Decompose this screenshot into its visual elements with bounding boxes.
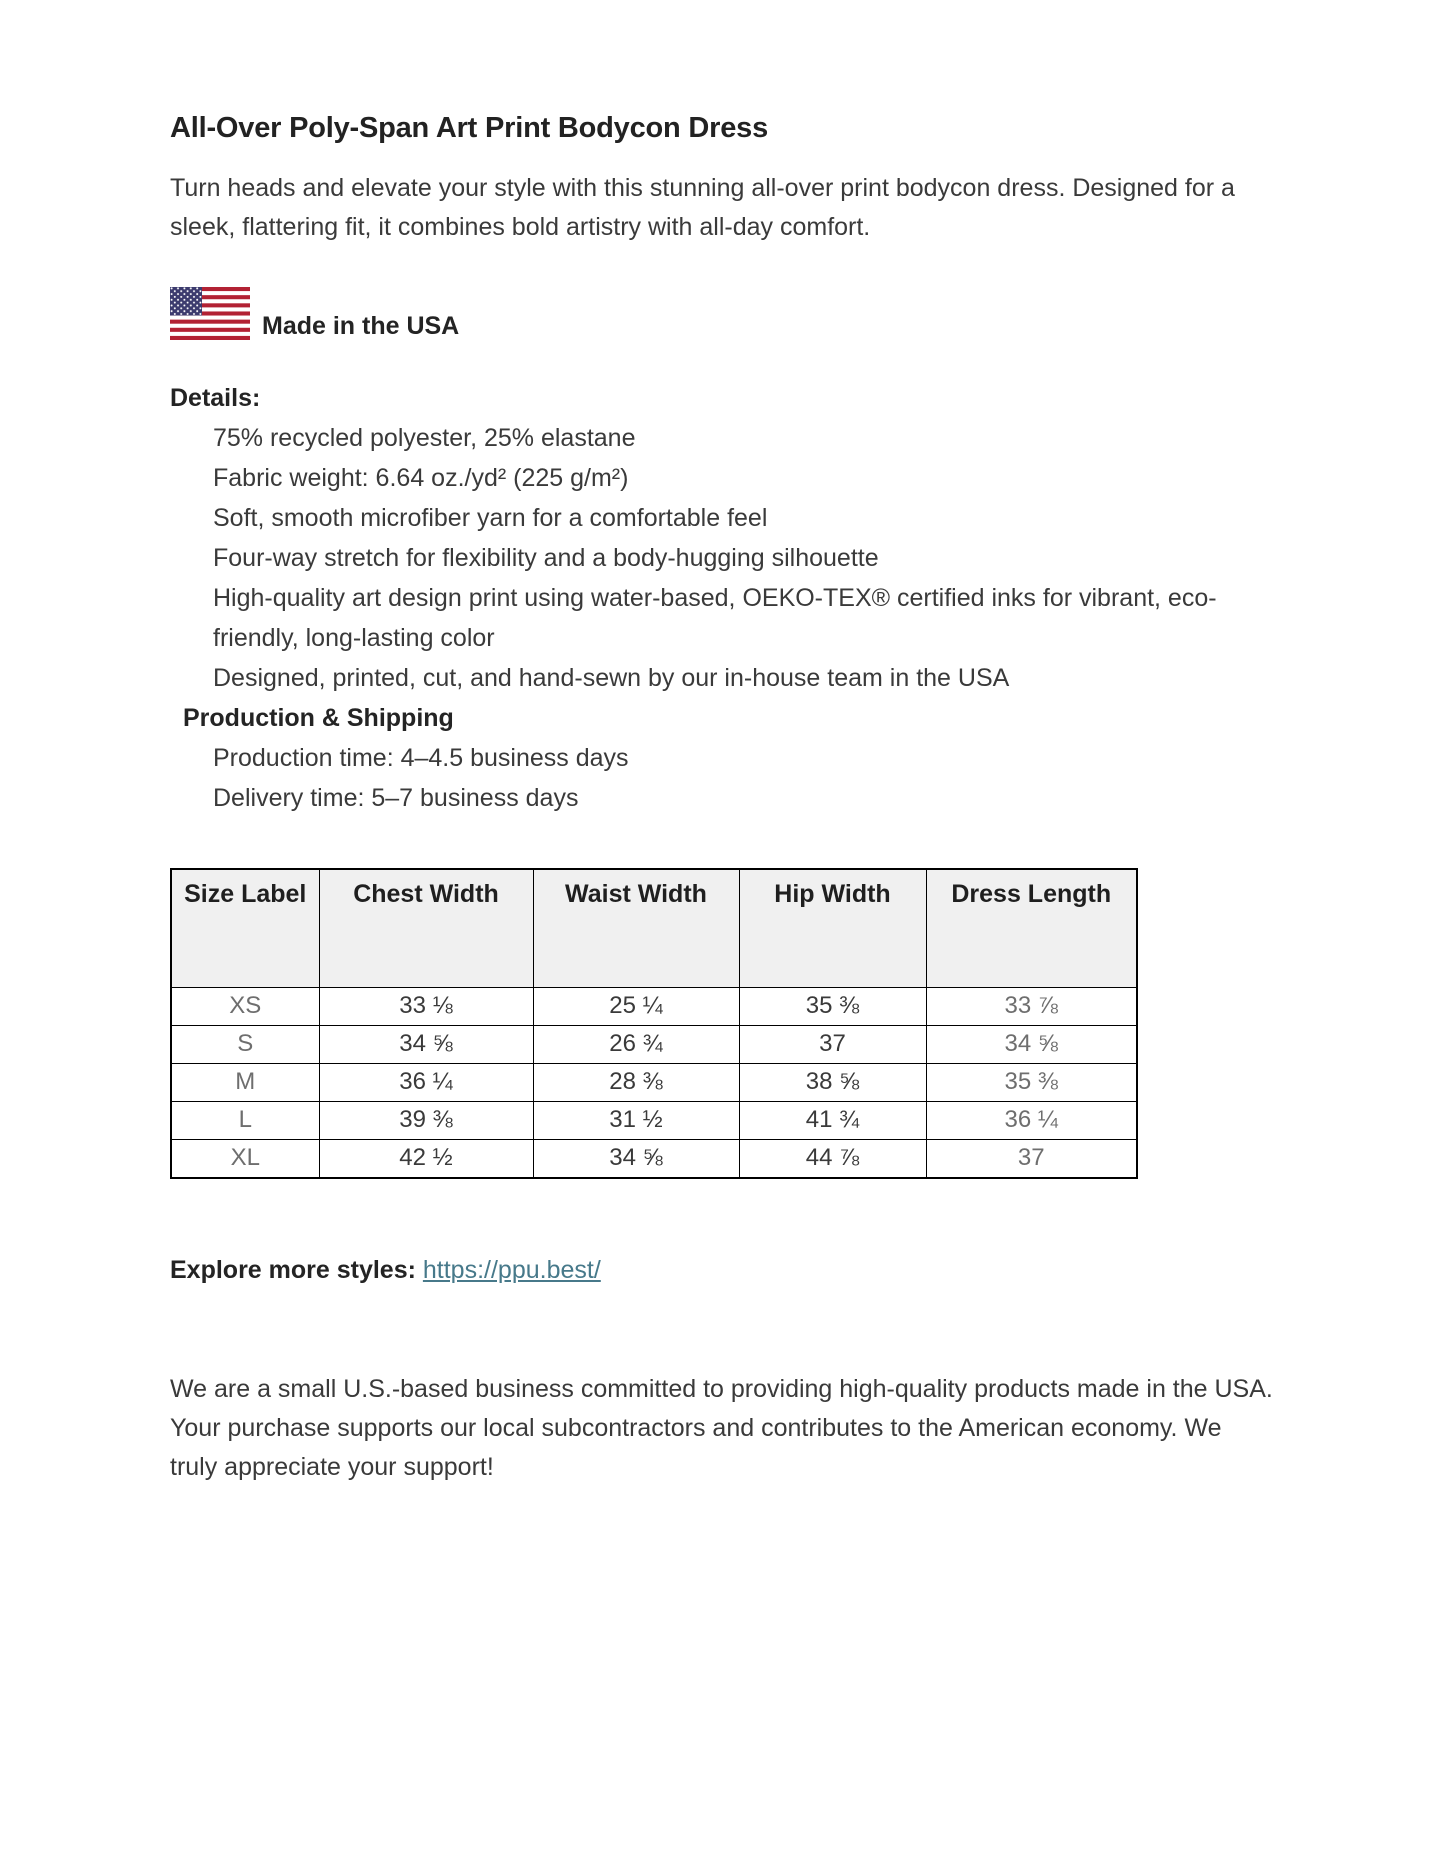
waist-cell: 31 ½: [533, 1101, 739, 1139]
detail-item: Soft, smooth microfiber yarn for a comfortable feel: [213, 504, 768, 532]
details-list: [170, 418, 1275, 698]
production-shipping-list: [170, 738, 1275, 818]
length-cell: 37: [926, 1139, 1137, 1178]
hip-cell: 44 ⅞: [739, 1139, 926, 1178]
detail-item: High-quality art design print using water-based, OEKO-TEX® certified inks for vibrant, eco-friendly, long-lasting color: [213, 584, 1217, 652]
column-header-dress-length: Dress Length: [926, 869, 1137, 987]
detail-item: 75% recycled polyester, 25% elastane: [213, 424, 636, 452]
size-cell: M: [171, 1063, 319, 1101]
waist-cell: 25 ¼: [533, 987, 739, 1025]
column-header-waist-width: Waist Width: [533, 869, 739, 987]
size-cell: S: [171, 1025, 319, 1063]
length-cell: 35 ⅜: [926, 1063, 1137, 1101]
table-row: [171, 1101, 1137, 1139]
details-heading: Details:: [170, 384, 261, 412]
waist-cell: 34 ⅝: [533, 1139, 739, 1178]
waist-cell: 28 ⅜: [533, 1063, 739, 1101]
size-cell: XS: [171, 987, 319, 1025]
us-flag-icon: [170, 287, 250, 340]
explore-row: [170, 1251, 1275, 1290]
length-cell: 36 ¼: [926, 1101, 1137, 1139]
waist-cell: 26 ¾: [533, 1025, 739, 1063]
table-row: [171, 1025, 1137, 1063]
table-row: [171, 1063, 1137, 1101]
size-cell: L: [171, 1101, 319, 1139]
chest-cell: 33 ⅛: [319, 987, 533, 1025]
length-cell: 34 ⅝: [926, 1025, 1137, 1063]
size-chart-table: [170, 868, 1138, 1179]
page-title: All-Over Poly-Span Art Print Bodycon Dress: [170, 112, 769, 144]
column-header-size-label: Size Label: [171, 869, 319, 987]
production-item: Production time: 4–4.5 business days: [213, 744, 629, 772]
chest-cell: 39 ⅜: [319, 1101, 533, 1139]
column-header-hip-width: Hip Width: [739, 869, 926, 987]
hip-cell: 38 ⅝: [739, 1063, 926, 1101]
table-row: [171, 987, 1137, 1025]
production-item: Delivery time: 5–7 business days: [213, 784, 579, 812]
detail-item: Designed, printed, cut, and hand-sewn by our in-house team in the USA: [213, 664, 1010, 692]
made-in-usa-row: [170, 287, 1275, 340]
hip-cell: 41 ¾: [739, 1101, 926, 1139]
chest-cell: 34 ⅝: [319, 1025, 533, 1063]
chest-cell: 42 ½: [319, 1139, 533, 1178]
detail-item: Fabric weight: 6.64 oz./yd² (225 g/m²): [213, 464, 629, 492]
size-cell: XL: [171, 1139, 319, 1178]
explore-label: Explore more styles:: [170, 1255, 416, 1284]
hip-cell: 35 ⅜: [739, 987, 926, 1025]
detail-item: Four-way stretch for flexibility and a body-hugging silhouette: [213, 544, 879, 572]
explore-link[interactable]: https://ppu.best/: [422, 1255, 601, 1284]
closing-paragraph: We are a small U.S.-based business committed to providing high-quality products made in the USA. Your purchase supports our local subcontractors and contributes to the American economy. We truly appreciate your support!: [170, 1374, 1273, 1481]
chest-cell: 36 ¼: [319, 1063, 533, 1101]
hip-cell: 37: [739, 1025, 926, 1063]
made-in-usa-label: Made in the USA: [262, 312, 460, 340]
length-cell: 33 ⅞: [926, 987, 1137, 1025]
production-shipping-heading: Production & Shipping: [183, 704, 454, 732]
table-row: [171, 1139, 1137, 1178]
table-header-row: [171, 869, 1137, 987]
intro-paragraph: Turn heads and elevate your style with this stunning all-over print bodycon dress. Designed for a sleek, flattering fit, it combines bold artistry with all-day comfort.: [170, 174, 1235, 241]
column-header-chest-width: Chest Width: [319, 869, 533, 987]
